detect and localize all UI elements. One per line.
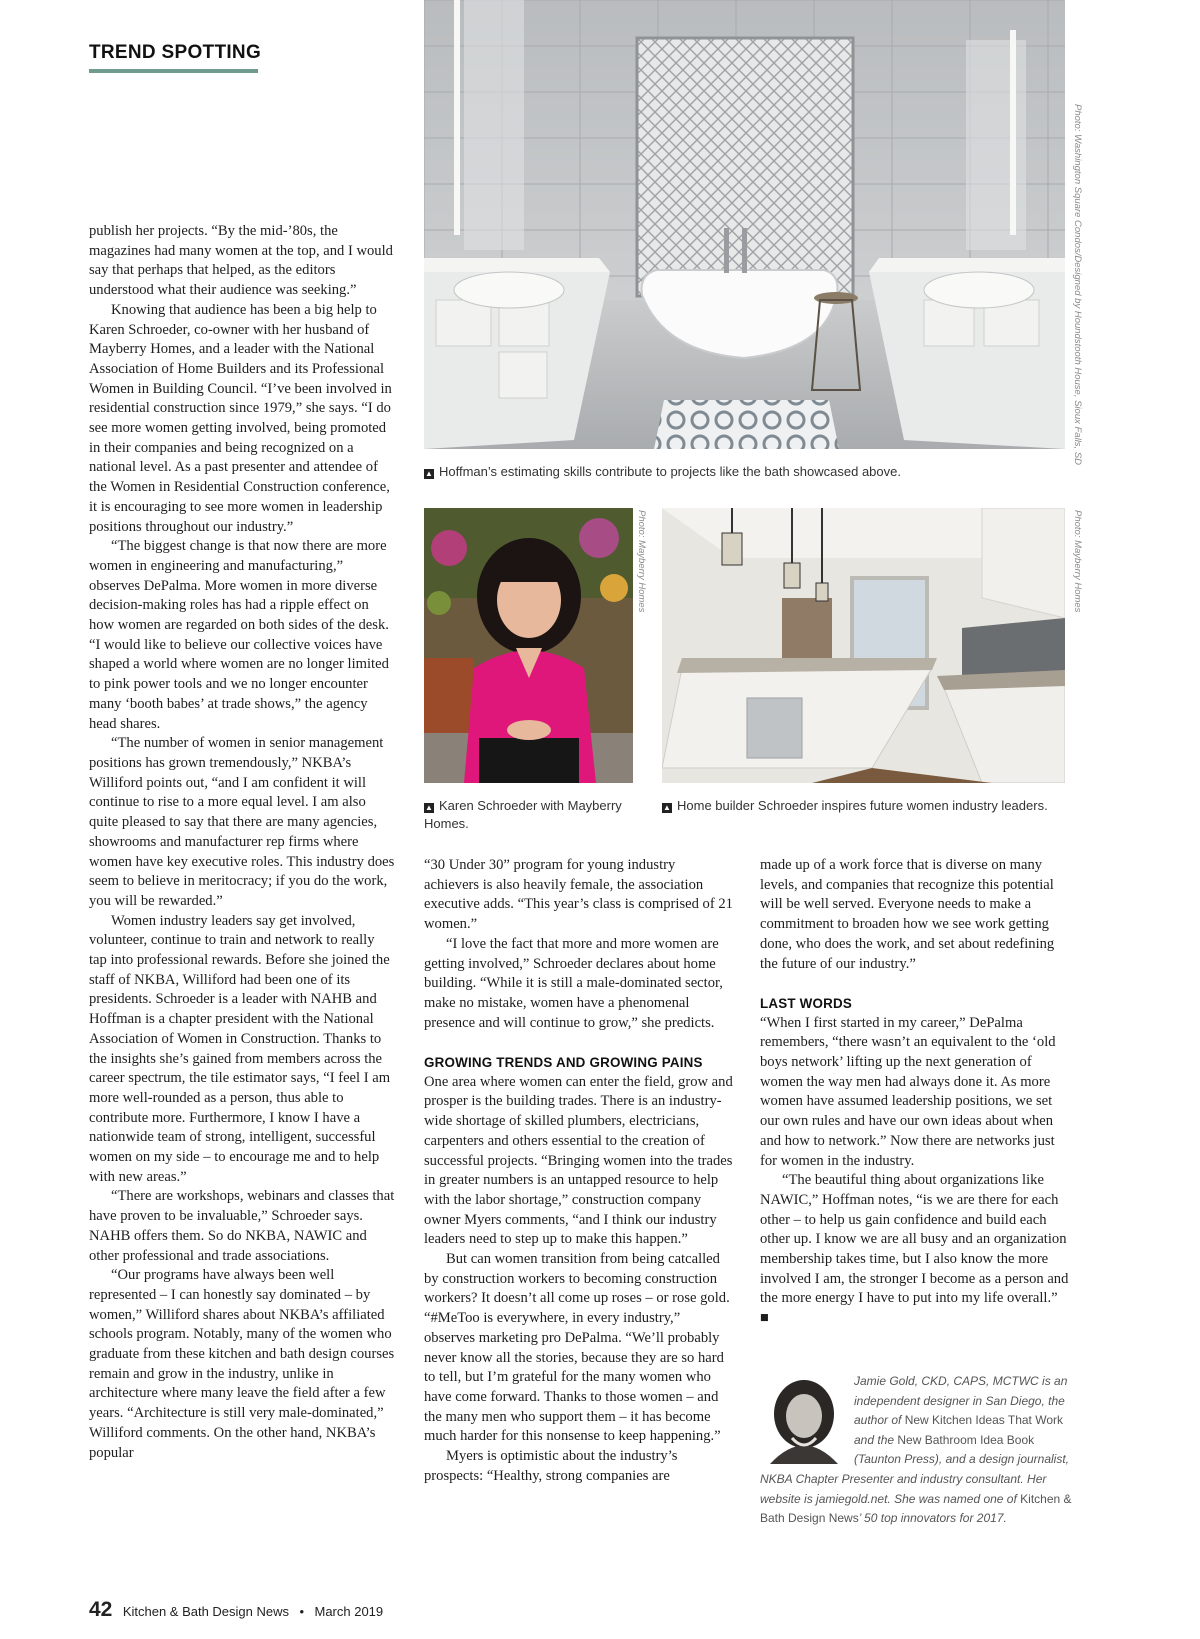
article-column-3 [760,856,1070,1329]
bathroom-photo [424,0,1065,449]
paragraph: “When I first started in my career,” DePalma remembers, “there wasn’t an equivalent to the ‘old boys network’ lifting up the next generation of women the way men had always done it. As more women have assumed leadership positions, we set our own rules and have our own ideas about when and how to network.” Now there are networks just for women in the industry. [760,1014,1056,1169]
paragraph: One area where women can enter the field, grow and prosper is the building trades. There is an industry-wide shortage of skilled plumbers, electricians, carpenters and others essential to the creation of successful projects. “Bringing women into the trades in greater numbers is an untapped resource to help with the labor shortage,” construction company owner Myers comments, “and I think our industry leaders need to step up to make this happen.” [424,1073,733,1248]
page-footer [89,1598,383,1622]
section-rule [89,69,258,73]
arrow-up-icon: ▲ [425,803,433,812]
author-photo [760,1372,848,1464]
paragraph: publish her projects. “By the mid-’80s, the magazines had many women at the top, and I would say that perhaps that helped, as the editors understood what their audience was seeking.” [89,223,393,299]
footer-separator: • [299,1604,305,1619]
page-number: 42 [89,1598,113,1621]
paragraph: Women industry leaders say get involved, volunteer, continue to train and network to really tap into professional rewards. Before she joined the staff of NKBA, Williford had been one of its presidents. Schroeder is a leader with NAHB and Hoffman is a chapter president with the National Association of Women in Construction. Thanks to the insights she’s gained from members across the career spectrum, the tile estimator says, “I feel I am more well-rounded as a person, thus able to contribute more. Furthermore, I know I have a nationwide team of strong, intelligent, successful women on my side – to encourage me and to help with new areas.” [89,912,391,1185]
paragraph: “The number of women in senior management positions has grown tremendously,” NKBA’s Williford points out, “and I am confident it will continue to rise to a more equal level. I am also quite pleased to say that there are many agencies, showrooms and manufacturer rep firms where women have key executive roles. This industry does seem to believe in meritocracy; if you do the work, you will be rewarded.” [89,735,395,909]
article-column-2 [424,856,734,1486]
article-column-1 [89,222,395,1463]
publication-name: Kitchen & Bath Design News [122,1604,290,1619]
kitchen-caption: ▲ Home builder Schroeder inspires future women industry leaders. [663,798,1048,813]
kitchen-photo [662,508,1065,783]
arrow-up-icon: ▲ [663,803,671,812]
portrait-caption: ▲ Karen Schroeder with Mayberry Homes. [424,798,622,831]
author-bio [760,1372,1072,1529]
section-heading-last-words: LAST WORDS [760,995,853,1011]
paragraph: Myers is optimistic about the industry’s prospects: “Healthy, strong companies are [424,1448,678,1484]
paragraph: “There are workshops, webinars and classes that have proven to be invaluable,” Schroeder says. NAHB offers them. So do NKBA, NAWIC and other professional and trade associations. [89,1188,395,1264]
paragraph: Knowing that audience has been a big help to Karen Schroeder, co-owner with her husband of Mayberry Homes, and a leader with the National Association of Home Builders and its Professional Women in Building Council. “I’ve been involved in residential construction since 1979,” she says. “I do see more women getting involved, being promoted in their companies and being recognized on a national level. As a past presenter and attendee of the Women in Residential Construction conference, it is encouraging to see more women in leadership positions throughout our industry.” [89,301,392,535]
paragraph: “Our programs have always been well represented – I can honestly say dominated – by women,” Williford shares about NKBA’s affiliated schools program. Notably, many of the women who graduate from these kitchen and bath design courses remain and grow in the industry, unlike in architecture where many leave the field after a few years. “Architecture is still very male-dominated,” Williford comments. On the other hand, NKBA’s popular [89,1267,395,1461]
end-mark: ■ [760,1310,769,1327]
portrait-photo-credit: Photo: Mayberry Homes [636,510,647,613]
issue-date: March 2019 [314,1604,384,1619]
paragraph: “I love the fact that more and more women are getting involved,” Schroeder declares about home building. “While it is still a male-dominated sector, make no mistake, women have a phenomenal presence and will continue to grow,” she predicts. [424,935,723,1031]
section-tag: TREND SPOTTING [89,42,262,63]
kitchen-photo-credit: Photo: Mayberry Homes [1072,510,1083,613]
paragraph: “The beautiful thing about organizations like NAWIC,” Hoffman notes, “is we are there for each other – to help us gain confidence and build each other up. I know we are all busy and an organization membership takes time, but I also know the more involved I am, the stronger I become as a person and the more energy I have to put into my life overall.” ■ [760,1172,1069,1327]
bath-caption: ▲ Hoffman’s estimating skills contribute to projects like the bath showcased above. [425,464,901,479]
paragraph: “30 Under 30” program for young industry achievers is also heavily female, the association executive adds. “This year’s class is comprised of 21 women.” [424,857,733,933]
arrow-up-icon: ▲ [425,469,433,478]
paragraph: But can women transition from being catcalled by construction workers to becoming construction workers? It doesn’t all come up roses – or rose gold. “#MeToo is everywhere, in every industry,” observes marketing pro DePalma. “We’ll probably never know all the stories, because they are so hard to tell, but I’m grateful for the many women who have come forward. Thanks to those women – and the many men who support them – it has become much harder for this nonsense to keep happening.” [424,1251,730,1445]
paragraph: made up of a work force that is diverse on many levels, and companies that recognize this potential will be well served. Everyone needs to make a commitment to broaden how we see work getting done, who does the work, and set about redefining the future of our industry.” [760,857,1055,972]
section-heading-growing-trends: GROWING TRENDS AND GROWING PAINS [424,1055,703,1071]
paragraph: “The biggest change is that now there are more women in engineering and manufacturing,” observes DePalma. More women in more diverse decision-making roles has had a ripple effect on how women are regarded on both sides of the desk. “I would like to believe our collective voices have shaped a world where women are no longer limited to pink power tools and we no longer encounter many ‘booth babes’ at trade shows,” the agency head shares. [89,538,389,732]
portrait-photo [424,508,633,783]
bath-photo-credit: Photo: Washington Square Condos/Designed by Houndstooth House, Sioux Falls, SD [1072,104,1083,466]
author-bio-text: Jamie Gold, CKD, CAPS, MCTWC is an independent designer in San Diego, the author of New Kitchen Ideas That Work and the New Bathroom Idea Book (Taunton Press), and a design journalist, NKBA Chapter Presenter and industry consultant. Her website is jamiegold.net. She was named one of Kitchen & Bath Design News’ 50 top innovators for 2017. [760,1374,1072,1526]
